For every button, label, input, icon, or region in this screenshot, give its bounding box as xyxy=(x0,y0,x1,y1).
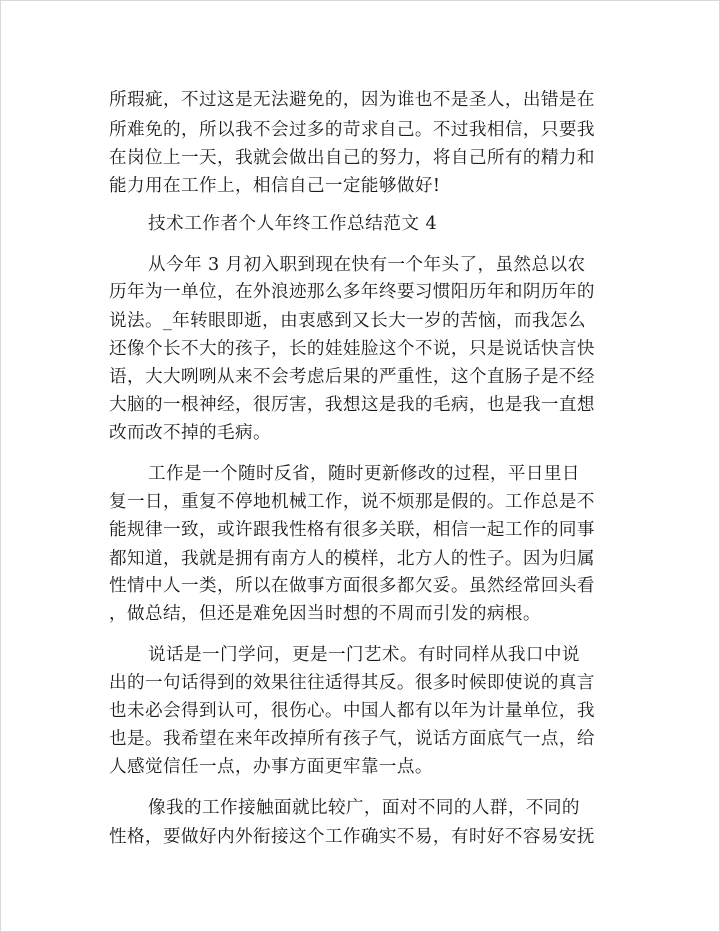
text-line: 也是。我希望在来年改掉所有孩子气，说话方面底气一点，给 xyxy=(109,729,595,749)
text-line: 从今年 3 月初入职到现在快有一个年头了，虽然总以农 xyxy=(148,255,586,275)
text-line: 大脑的一根神经，很厉害，我想这是我的毛病，也是我一直想 xyxy=(109,395,595,415)
text-line: 说话是一门学问，更是一门艺术。有时同样从我口中说 xyxy=(148,645,580,665)
text-line: 出的一句话得到的效果往往适得其反。很多时候即使说的真言 xyxy=(109,673,595,693)
text-line: 也未必会得到认可，很伤心。中国人都有以年为计量单位，我 xyxy=(109,701,595,721)
text-line: 工作是一个随时反省，随时更新修改的过程，平日里日 xyxy=(148,464,580,484)
text-line: 历年为一单位，在外浪迹那么多年终要习惯阳历年和阴历年的 xyxy=(109,282,595,302)
text-line: 说法。_年转眼即逝，由衷感到又长大一岁的苦恼，而我怎么 xyxy=(109,311,587,331)
text-line: 性情中人一类，所以在做事方面很多都欠妥。虽然经常回头看 xyxy=(109,576,595,596)
text-line: 能力用在工作上，相信自己一定能够做好! xyxy=(109,176,441,196)
text-line: 人感觉信任一点，办事方面更牢靠一点。 xyxy=(109,757,433,777)
text-line: 复一日，重复不停地机械工作，说不烦那是假的。工作总是不 xyxy=(109,492,595,512)
text-line: 都知道，我就是拥有南方人的模样，北方人的性子。因为归属 xyxy=(109,549,595,569)
text-line: 能规律一致，或许跟我性格有很多关联，相信一起工作的同事 xyxy=(109,520,595,540)
text-line: 所瑕疵，不过这是无法避免的，因为谁也不是圣人，出错是在 xyxy=(109,90,595,110)
text-line: 语，大大咧咧从来不会考虑后果的严重性，这个直肠子是不经 xyxy=(109,367,595,387)
text-line: 改而改不掉的毛病。 xyxy=(109,423,271,443)
text-line: 像我的工作接触面就比较广，面对不同的人群，不同的 xyxy=(148,798,580,818)
section-heading: 技术工作者个人年终工作总结范文 4 xyxy=(148,214,438,234)
text-line: 性格，要做好内外衔接这个工作确实不易，有时好不容易安抚 xyxy=(109,827,595,847)
text-line: 所难免的，所以我不会过多的苛求自己。不过我相信，只要我 xyxy=(109,120,595,140)
text-line: ，做总结，但还是难免因当时想的不周而引发的病根。 xyxy=(109,604,541,624)
text-line: 在岗位上一天，我就会做出自己的努力，将自己所有的精力和 xyxy=(109,148,595,168)
text-line: 还像个长不大的孩子，长的娃娃脸这个不说，只是说话快言快 xyxy=(109,339,595,359)
